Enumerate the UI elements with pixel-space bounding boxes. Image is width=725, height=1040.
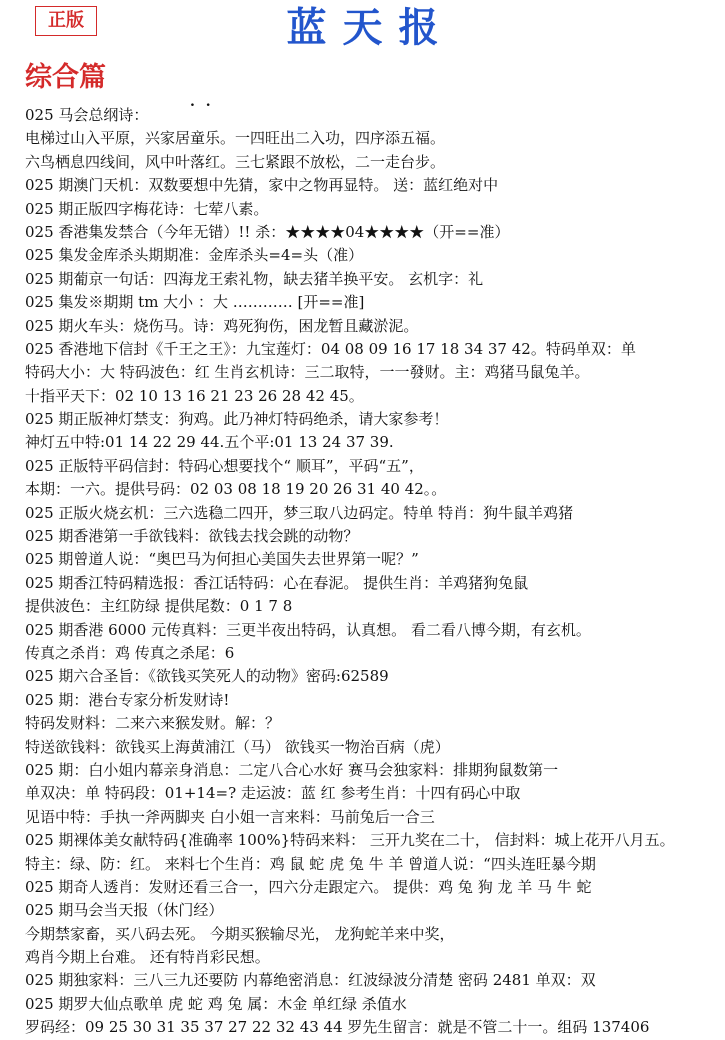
text-line: 025 香港集发禁合（今年无错）!! 杀：★★★★04★★★★（开==准） [25,222,510,241]
text-line: 025 期六合圣旨：《欲钱买笑死人的动物》密码:62589 [25,667,389,686]
text-line: 025 期正版四字梅花诗：七荤八素。 [25,199,269,218]
text-line: 罗码经：09 25 30 31 35 37 27 22 32 43 44 罗先生留言：就是不管二十一。组码 137406 [25,1018,650,1037]
text-line: 十指平天下：02 10 13 16 21 23 26 28 42 45。 [25,386,364,405]
text-line: 025 马会总纲诗： [25,106,149,124]
text-line: 025 期曾道人说：“奥巴马为何担心美国失去世界第一呢？” [25,550,419,569]
text-line: 025 期：港台专家分析发财诗! [25,690,230,709]
section-title: 综合篇 [25,62,106,93]
text-line: 025 香港地下信封《千王之王》：九宝莲灯：04 08 09 16 17 18 34 37 42。特码单双：单 [25,339,636,358]
text-line: 025 期：白小姐内幕亲身消息：二定八合心水好 赛马会独家料：排期狗鼠数第一 [25,760,559,779]
text-line: 鸡肖今期上台难。 还有特肖彩民想。 [25,948,270,967]
text-line: 025 期葡京一句话：四海龙王索礼物，缺去猪羊换平安。 玄机字：礼 [25,269,484,288]
decor-dots: . . [190,94,214,110]
text-line: 025 集发金库杀头期期准：金库杀头=4=头（准） [25,246,364,265]
text-line: 025 期香港第一手欲钱料：欲钱去找会跳的动物？ [25,527,359,546]
text-line: 025 期独家料：三八三九还要防 内幕绝密消息：红波绿波分清楚 密码 2481 单双：双 [25,971,596,990]
text-line: 见语中特：手执一斧两脚夹 白小姐一言来料：马前兔后一合三 [25,807,435,826]
text-line: 电梯过山入平原，兴家居童乐。一四旺出二入功，四序添五福。 [25,129,446,148]
text-line: 025 期马会当天报（休门经） [25,901,224,920]
text-line: 025 正版特平码信封：特码心想要找个“ 顺耳”，平码“五”， [25,456,424,475]
authentic-badge: 正版 [35,6,97,36]
text-line: 传真之杀肖：鸡 传真之杀尾：6 [25,643,235,662]
text-line: 025 期火车头：烧伤马。诗：鸡死狗伤，困龙暂且藏淤泥。 [25,316,419,335]
text-line: 025 正版火烧玄机：三六选稳二四开，梦三取八边码定。特单 特肖：狗牛鼠羊鸡猪 [25,503,574,522]
page-title: 蓝天报 [286,4,455,51]
text-line: 特送欲钱料：欲钱买上海黄浦江（马） 欲钱买一物治百病（虎） [25,737,450,756]
text-line: 025 期裸体美女献特码{准确率 100%}特码来料： 三开九奖在二十， 信封料：城上花开八月五。 [25,831,675,850]
text-line: 特码大小：大 特码波色：红 生肖玄机诗：三二取特，一一發财。主：鸡猪马鼠兔羊。 [25,363,590,382]
text-line: 六鸟栖息四线间，风中叶落红。三七紧跟不放松，二一走台步。 [25,152,446,171]
text-line: 025 期奇人透肖：发财还看三合一，四六分走跟定六。 提供：鸡 兔 狗 龙 羊 马 牛 蛇 [25,877,592,896]
text-line: 单双决：单 特码段：01+14=? 走运波：蓝 红 参考生肖：十四有码心中取 [25,784,521,803]
text-line: 本期：一六。提供号码：02 03 08 18 19 20 26 31 40 42。。 [25,480,447,499]
text-line: 025 期罗大仙点歌单 虎 蛇 鸡 兔 属：木金 单红绿 杀值水 [25,994,407,1013]
text-line: 今期禁家畜，买八码去死。 今期买猴输尽光， 龙狗蛇羊来中奖， [25,924,455,943]
text-line: 提供波色：主红防绿 提供尾数：0 1 7 8 [25,597,293,616]
text-line: 025 集发※期期 tm 大小 ：大 ………… [开==准] [25,293,365,312]
text-line: 025 期香港 6000 元传真料：三更半夜出特码，认真想。 看二看八博今期，有玄机。 [25,620,591,639]
text-line: 神灯五中特:01 14 22 29 44.五个平:01 13 24 37 39. [25,433,394,452]
text-line: 特主：绿、防：红。 来料七个生肖：鸡 鼠 蛇 虎 兔 牛 羊 曾道人说：“四头连旺暴今期 [25,854,596,873]
content-lines [25,104,720,1040]
text-line: 025 期香江特码精选报：香江话特码：心在春泥。 提供生肖：羊鸡猪狗兔鼠 [25,573,529,592]
text-line: 025 期澳门天机：双数要想中先猜，家中之物再显特。 送：蓝红绝对中 [25,176,499,195]
text-line: 特码发财料：二来六来猴发财。解：？ [25,714,281,733]
text-line: 025 期正版神灯禁支：狗鸡。此乃神灯特码绝杀，请大家参考！ [25,410,449,429]
